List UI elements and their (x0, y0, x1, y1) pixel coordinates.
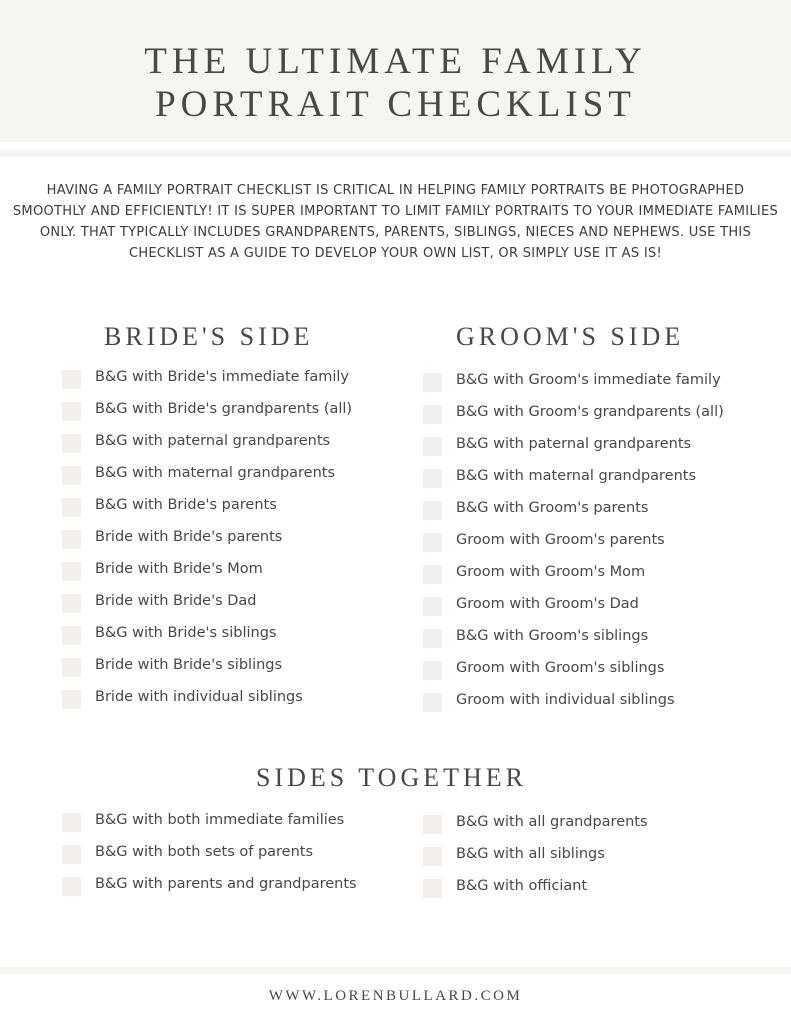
checkbox[interactable] (423, 501, 442, 520)
checklist-item-label: B&G with maternal grandparents (456, 468, 697, 484)
checklist-item-label: Bride with Bride's Mom (95, 561, 263, 577)
checkbox[interactable] (62, 466, 81, 485)
checkbox[interactable] (423, 405, 442, 424)
title-line-2: PORTRAIT CHECKLIST (155, 84, 636, 125)
checklist-item-label: B&G with Bride's grandparents (all) (95, 401, 353, 417)
checkbox[interactable] (62, 626, 81, 645)
checklist-item-label: Groom with Groom's siblings (456, 660, 665, 676)
checklist-item-label: Bride with individual siblings (95, 689, 303, 705)
checklist-item-label: B&G with both immediate families (95, 812, 345, 828)
checklist-item-label: B&G with all grandparents (456, 814, 648, 830)
checklist-item-label: Bride with Bride's siblings (95, 657, 283, 673)
checkbox[interactable] (423, 847, 442, 866)
brides-side-heading: BRIDE'S SIDE (104, 322, 314, 351)
checkbox[interactable] (62, 562, 81, 581)
website-footer: WWW.LORENBULLARD.COM (268, 988, 523, 1004)
checkbox[interactable] (423, 469, 442, 488)
footer-divider (0, 967, 791, 974)
page-title (0, 40, 791, 126)
title-line-1: THE ULTIMATE FAMILY (144, 41, 647, 82)
checklist-item-label: B&G with Groom's immediate family (456, 372, 721, 388)
checkbox[interactable] (62, 402, 81, 421)
checklist-item-label: B&G with maternal grandparents (95, 465, 336, 481)
checklist-item-label: B&G with Bride's immediate family (95, 369, 349, 385)
checkbox[interactable] (62, 813, 81, 832)
checklist-item-label: B&G with Bride's parents (95, 497, 277, 513)
checkbox[interactable] (62, 845, 81, 864)
checkbox[interactable] (62, 434, 81, 453)
checklist-item-label: B&G with Bride's siblings (95, 625, 277, 641)
header-divider (0, 150, 791, 157)
checklist-item-label: B&G with paternal grandparents (95, 433, 331, 449)
checkbox[interactable] (423, 565, 442, 584)
intro-paragraph: HAVING A FAMILY PORTRAIT CHECKLIST IS CRITICAL IN HELPING FAMILY PORTRAITS BE PHOTOGRAPHED SMOOTHLY AND EFFICIENTLY! IT IS SUPER IMPORTANT TO LIMIT FAMILY PORTRAITS TO YOUR IMMEDIATE FAMILIES ONLY. THAT TYPICALLY INCLUDES GRANDPARENTS, PARENTS, SIBLINGS, NIECES AND NEPHEWS. USE THIS CHECKLIST AS A GUIDE TO DEVELOP YOUR OWN LIST, OR SIMPLY USE IT AS IS! (12, 183, 779, 261)
checklist-item-label: B&G with both sets of parents (95, 844, 314, 860)
checkbox[interactable] (423, 815, 442, 834)
checklist-item-label: Groom with Groom's parents (456, 532, 665, 548)
checklist-item-label: B&G with all siblings (456, 846, 605, 862)
checkbox[interactable] (423, 597, 442, 616)
checklist-item-label: B&G with officiant (456, 878, 588, 894)
checkbox[interactable] (62, 658, 81, 677)
checkbox[interactable] (423, 533, 442, 552)
checklist-item-label: B&G with Groom's grandparents (all) (456, 404, 724, 420)
checkbox[interactable] (423, 629, 442, 648)
checklist-item-label: Groom with Groom's Dad (456, 596, 639, 612)
checkbox[interactable] (423, 879, 442, 898)
checklist-item-label: B&G with Groom's siblings (456, 628, 649, 644)
checkbox[interactable] (423, 373, 442, 392)
checklist-item-label: B&G with paternal grandparents (456, 436, 692, 452)
checkbox[interactable] (62, 690, 81, 709)
checklist-item-label: Bride with Bride's parents (95, 529, 283, 545)
checklist-item-label: B&G with Groom's parents (456, 500, 649, 516)
checklist-item-label: Bride with Bride's Dad (95, 593, 257, 609)
checkbox[interactable] (423, 693, 442, 712)
checkbox[interactable] (62, 877, 81, 896)
checkbox[interactable] (423, 437, 442, 456)
checkbox[interactable] (62, 498, 81, 517)
checklist-item-label: Groom with Groom's Mom (456, 564, 646, 580)
checkbox[interactable] (62, 530, 81, 549)
checkbox[interactable] (62, 594, 81, 613)
sides-together-heading: SIDES TOGETHER (256, 763, 527, 792)
grooms-side-heading: GROOM'S SIDE (456, 322, 685, 351)
checkbox[interactable] (423, 661, 442, 680)
checkbox[interactable] (62, 370, 81, 389)
checklist-item-label: B&G with parents and grandparents (95, 876, 357, 892)
checklist-item-label: Groom with individual siblings (456, 692, 675, 708)
